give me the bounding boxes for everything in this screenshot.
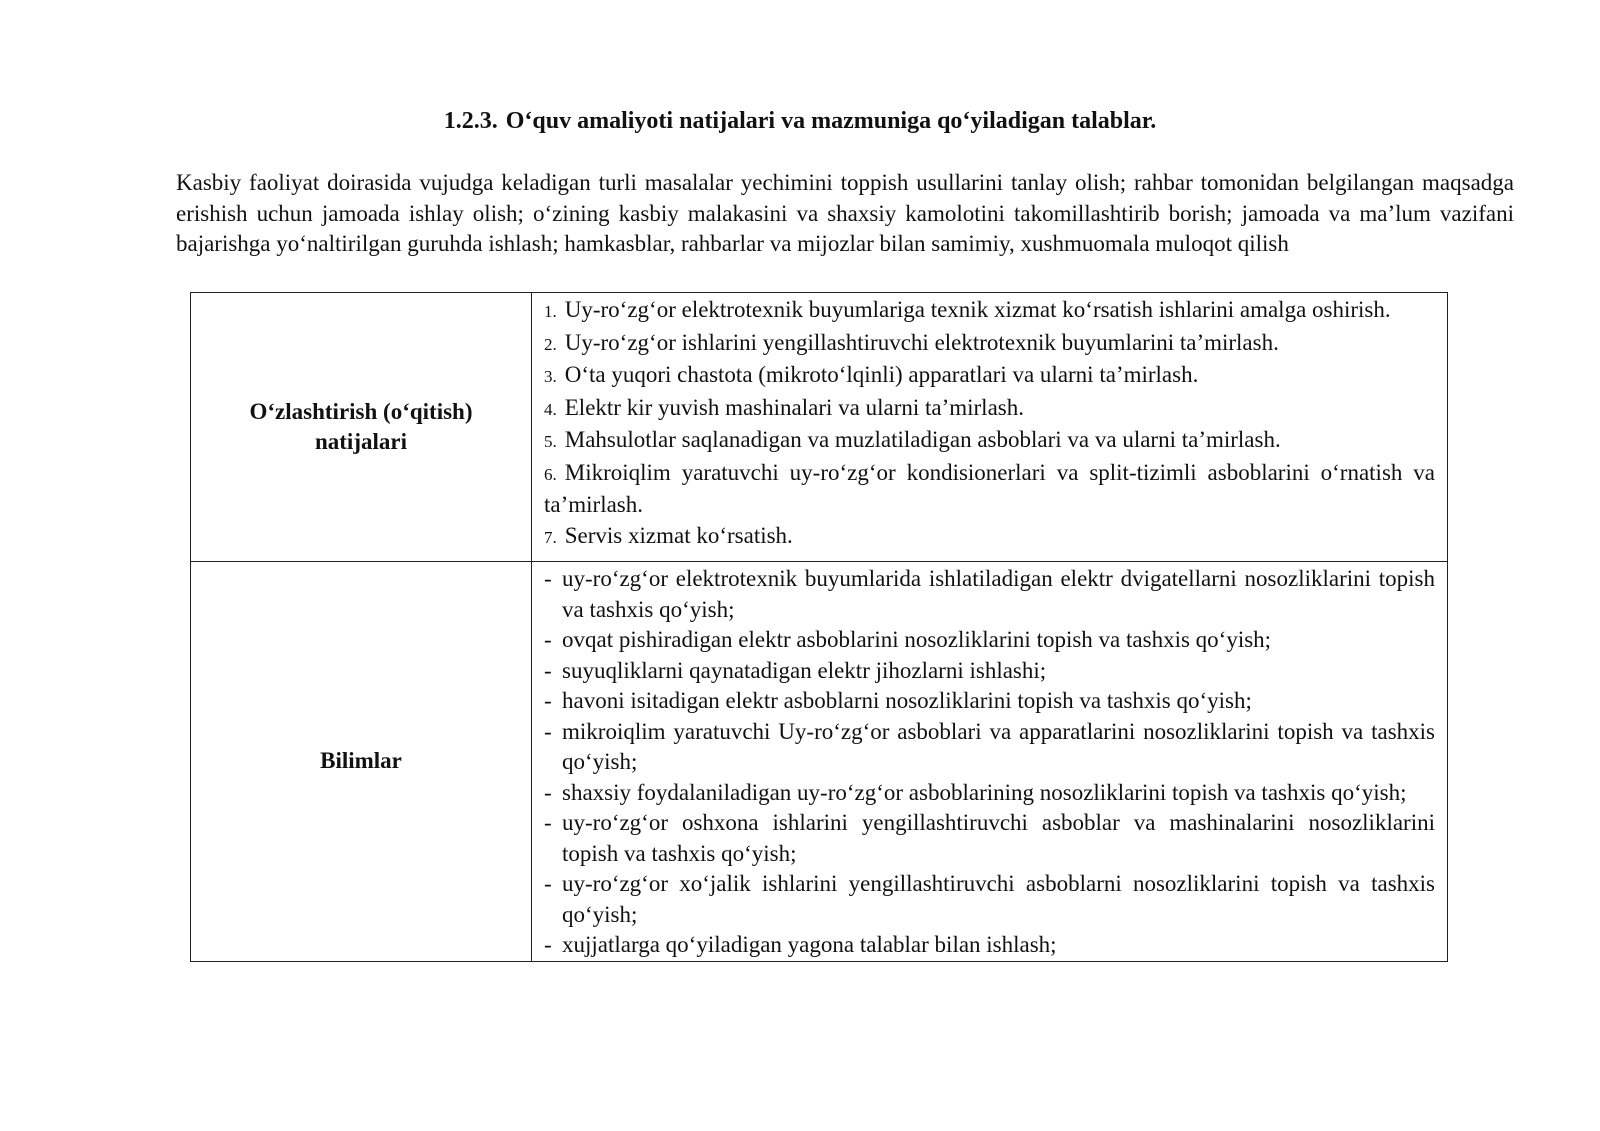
item-text: ovqat pishiradigan elektr asboblarini nosozliklarini topish va tashxis qo‘yish; <box>562 627 1272 652</box>
list-item <box>544 717 1435 778</box>
results-label-line2: natijalari <box>314 429 407 454</box>
knowledge-list <box>544 562 1435 961</box>
knowledge-label-cell <box>191 562 532 962</box>
list-item <box>544 625 1435 656</box>
dash-marker: - <box>544 779 552 805</box>
section-heading <box>0 106 1600 136</box>
item-text: uy-ro‘zg‘or elektrotexnik buyumlarida ishlatiladigan elektr dvigatellarni nosozliklarini topish va tashxis qo‘yish; <box>562 566 1435 622</box>
knowledge-label: Bilimlar <box>320 748 402 773</box>
item-text: O‘ta yuqori chastota (mikroto‘lqinli) apparatlari va ularni ta’mirlash. <box>564 362 1199 387</box>
dash-marker: - <box>544 627 552 652</box>
list-item <box>544 458 1435 521</box>
item-text: havoni isitadigan elektr asboblarni nosozliklarini topish va tashxis qo‘yish; <box>562 688 1252 713</box>
item-text: Uy-ro‘zg‘or ishlarini yengillashtiruvchi elektrotexnik buyumlarini ta’mirlash. <box>564 329 1279 355</box>
list-item <box>544 778 1435 809</box>
list-item <box>544 521 1435 554</box>
section-title: O‘quv amaliyoti natijalari va mazmuniga qo‘yiladigan talablar. <box>505 108 1157 134</box>
list-item <box>544 656 1435 687</box>
item-number: 2. <box>544 334 557 354</box>
item-number: 3. <box>544 367 557 386</box>
item-number: 1. <box>544 302 557 321</box>
item-text: Mikroiqlim yaratuvchi uy-ro‘zg‘or kondisionerlari va split-tizimli asboblarini o‘rnatish va ta’mirlash. <box>544 459 1435 517</box>
dash-marker: - <box>544 688 552 713</box>
item-text: xujjatlarga qo‘yiladigan yagona talablar bilan ishlash; <box>562 932 1057 957</box>
results-label-cell <box>191 293 532 562</box>
dash-marker: - <box>544 566 552 591</box>
item-text: Uy-ro‘zg‘or elektrotexnik buyumlariga texnik xizmat ko‘rsatish ishlarini amalga oshirish. <box>564 297 1391 322</box>
item-text: uy-ro‘zg‘or oshxona ishlarini yengillashtiruvchi asboblar va mashinalarini nosozliklarini topish va tashxis qo‘yish; <box>562 810 1435 866</box>
knowledge-content-cell <box>532 562 1448 962</box>
item-text: shaxsiy foydalaniladigan uy-ro‘zg‘or asboblarining nosozliklarini topish va tashxis qo‘yish; <box>562 779 1407 805</box>
list-item <box>544 930 1435 961</box>
results-label-line1: O‘zlashtirish (o‘qitish) <box>249 398 473 424</box>
item-text: Elektr kir yuvish mashinalari va ularni ta’mirlash. <box>564 394 1024 420</box>
item-text: mikroiqlim yaratuvchi Uy-ro‘zg‘or asboblari va apparatlarini nosozliklarini topish va tashxis qo‘yish; <box>562 718 1435 774</box>
item-text: suyuqliklarni qaynatadigan elektr jihozlarni ishlashi; <box>562 657 1047 683</box>
item-number: 5. <box>544 432 557 451</box>
list-item <box>544 564 1435 625</box>
list-item <box>544 425 1435 458</box>
results-content-cell <box>532 293 1448 562</box>
list-item <box>544 328 1435 361</box>
item-text: Mahsulotlar saqlanadigan va muzlatiladigan asboblari va va ularni ta’mirlash. <box>564 427 1281 452</box>
intro-paragraph: Kasbiy faoliyat doirasida vujudga keladigan turli masalalar yechimini toppish usullarini tanlay olish; rahbar tomonidan belgilangan maqsadga erishish uchun jamoada ishlay olish; o‘zining kasbiy malakasini va shaxsiy kamolotini takomillashtirib borish; jamoada va ma’lum vazifani bajarishga yo‘naltirilgan guruhda ishlash; hamkasblar, rahbarlar va mijozlar bilan samimiy, xushmuomala muloqot qilish <box>176 170 1514 256</box>
item-text: uy-ro‘zg‘or xo‘jalik ishlarini yengillashtiruvchi asboblarni nosozliklarini topish va tashxis qo‘yish; <box>562 871 1435 927</box>
list-item <box>544 869 1435 930</box>
results-label <box>226 397 497 458</box>
table-row-results <box>191 293 1448 562</box>
list-item <box>544 360 1435 393</box>
list-item <box>544 393 1435 426</box>
list-item <box>544 808 1435 869</box>
list-item <box>544 295 1435 328</box>
list-item <box>544 686 1435 717</box>
dash-marker: - <box>544 718 552 744</box>
item-number: 6. <box>544 464 557 484</box>
results-list <box>544 293 1435 553</box>
dash-marker: - <box>544 657 552 683</box>
dash-marker: - <box>544 871 552 896</box>
dash-marker: - <box>544 810 552 835</box>
item-number: 7. <box>544 527 557 547</box>
section-number: 1.2.3. <box>443 108 498 134</box>
item-number: 4. <box>544 399 557 419</box>
dash-marker: - <box>544 932 552 957</box>
requirements-table <box>190 292 1448 962</box>
table-row-knowledge <box>191 562 1448 962</box>
item-text: Servis xizmat ko‘rsatish. <box>564 522 793 548</box>
